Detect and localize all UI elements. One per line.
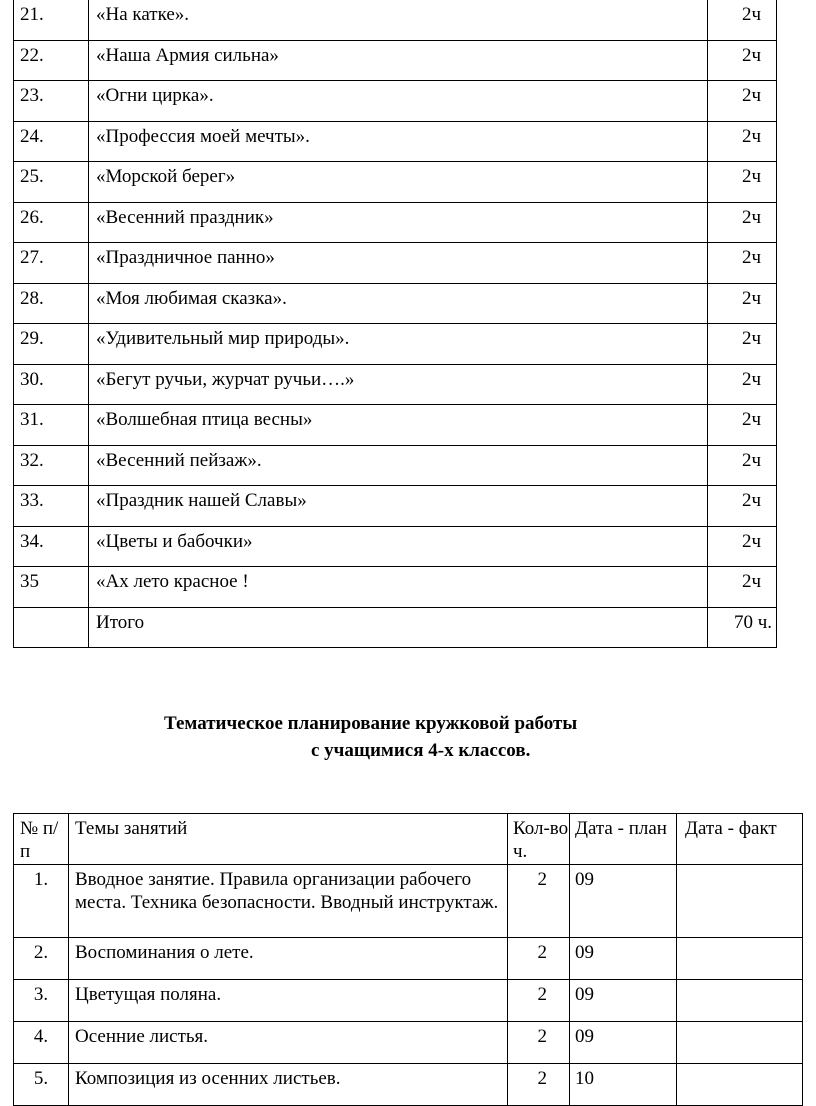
row-topic: «Удивительный мир природы». [89, 324, 708, 365]
row-date-fact [677, 938, 803, 980]
row-hours: 2ч [708, 364, 777, 405]
total-row [14, 607, 777, 648]
row-number: 24. [14, 121, 89, 162]
row-date-fact [677, 865, 803, 938]
row-hours: 2ч [708, 567, 777, 608]
lessons-table-continued [13, 0, 777, 648]
header-date-plan: Дата - план [570, 814, 677, 865]
row-date-plan: 09 [570, 865, 677, 938]
row-topic: «Весенний пейзаж». [89, 445, 708, 486]
row-number: 33. [14, 486, 89, 527]
row-number: 29. [14, 324, 89, 365]
header-date-fact: Дата - факт [677, 814, 803, 865]
row-count: 2 [508, 980, 570, 1022]
table-row [14, 1064, 803, 1106]
row-hours: 2ч [708, 162, 777, 203]
row-topic: Композиция из осенних листьев. [69, 1064, 508, 1106]
table-row [14, 445, 777, 486]
row-count: 2 [508, 865, 570, 938]
table-row [14, 202, 777, 243]
row-topic: «Профессия моей мечты». [89, 121, 708, 162]
row-number: 3. [14, 980, 69, 1022]
row-date-plan: 10 [570, 1064, 677, 1106]
table-row [14, 938, 803, 980]
table-header-row [14, 814, 803, 865]
thematic-plan-table [13, 813, 803, 1106]
total-hours: 70 ч. [708, 607, 777, 648]
row-topic: «Моя любимая сказка». [89, 283, 708, 324]
table-row [14, 162, 777, 203]
row-hours: 2ч [708, 202, 777, 243]
row-count: 2 [508, 938, 570, 980]
table-row [14, 364, 777, 405]
header-topic: Темы занятий [69, 814, 508, 865]
row-hours: 2ч [708, 0, 777, 40]
row-count: 2 [508, 1022, 570, 1064]
row-topic: Цветущая поляна. [69, 980, 508, 1022]
total-label: Итого [89, 607, 708, 648]
row-topic: «Наша Армия сильна» [89, 40, 708, 81]
row-number: 34. [14, 526, 89, 567]
row-number: 35 [14, 567, 89, 608]
row-topic: Вводное занятие. Правила организации рабочего места. Техника безопасности. Вводный инструктаж. [69, 865, 508, 938]
table-row [14, 526, 777, 567]
row-number: 23. [14, 81, 89, 122]
row-number: 28. [14, 283, 89, 324]
row-date-fact [677, 980, 803, 1022]
row-topic: «Бегут ручьи, журчат ручьи….» [89, 364, 708, 405]
table-row [14, 0, 777, 40]
row-topic: «Праздничное панно» [89, 243, 708, 284]
row-topic: «На катке». [89, 0, 708, 40]
section-heading-line1: Тематическое планирование кружковой работы [164, 713, 578, 734]
header-count: Кол-во ч. [508, 814, 570, 865]
table-row [14, 865, 803, 938]
table-row [14, 567, 777, 608]
row-topic: Осенние листья. [69, 1022, 508, 1064]
row-number: 30. [14, 364, 89, 405]
total-number [14, 607, 89, 648]
row-topic: «Весенний праздник» [89, 202, 708, 243]
row-date-plan: 09 [570, 938, 677, 980]
table-row [14, 405, 777, 446]
table-row [14, 121, 777, 162]
row-hours: 2ч [708, 526, 777, 567]
table-row [14, 486, 777, 527]
table-row [14, 980, 803, 1022]
row-hours: 2ч [708, 486, 777, 527]
row-count: 2 [508, 1064, 570, 1106]
row-hours: 2ч [708, 283, 777, 324]
row-date-plan: 09 [570, 1022, 677, 1064]
table-row [14, 283, 777, 324]
table-row [14, 1022, 803, 1064]
row-topic: Воспоминания о лете. [69, 938, 508, 980]
row-date-fact [677, 1022, 803, 1064]
row-hours: 2ч [708, 405, 777, 446]
table-row [14, 324, 777, 365]
row-number: 4. [14, 1022, 69, 1064]
row-number: 31. [14, 405, 89, 446]
section-heading-line2: с учащимися 4-х классов. [311, 740, 531, 761]
row-number: 5. [14, 1064, 69, 1106]
row-topic: «Праздник нашей Славы» [89, 486, 708, 527]
row-number: 27. [14, 243, 89, 284]
table-row [14, 40, 777, 81]
row-hours: 2ч [708, 445, 777, 486]
row-topic: «Морской берег» [89, 162, 708, 203]
row-topic: «Огни цирка». [89, 81, 708, 122]
row-number: 26. [14, 202, 89, 243]
row-number: 25. [14, 162, 89, 203]
table-row [14, 243, 777, 284]
row-topic: «Цветы и бабочки» [89, 526, 708, 567]
table-row [14, 81, 777, 122]
row-number: 32. [14, 445, 89, 486]
row-hours: 2ч [708, 40, 777, 81]
header-number: № п/п [14, 814, 69, 865]
row-topic: «Волшебная птица весны» [89, 405, 708, 446]
row-number: 2. [14, 938, 69, 980]
row-date-plan: 09 [570, 980, 677, 1022]
row-hours: 2ч [708, 243, 777, 284]
row-number: 22. [14, 40, 89, 81]
row-date-fact [677, 1064, 803, 1106]
row-topic: «Ах лето красное ! [89, 567, 708, 608]
row-hours: 2ч [708, 121, 777, 162]
row-number: 1. [14, 865, 69, 938]
row-hours: 2ч [708, 81, 777, 122]
row-hours: 2ч [708, 324, 777, 365]
row-number: 21. [14, 0, 89, 40]
